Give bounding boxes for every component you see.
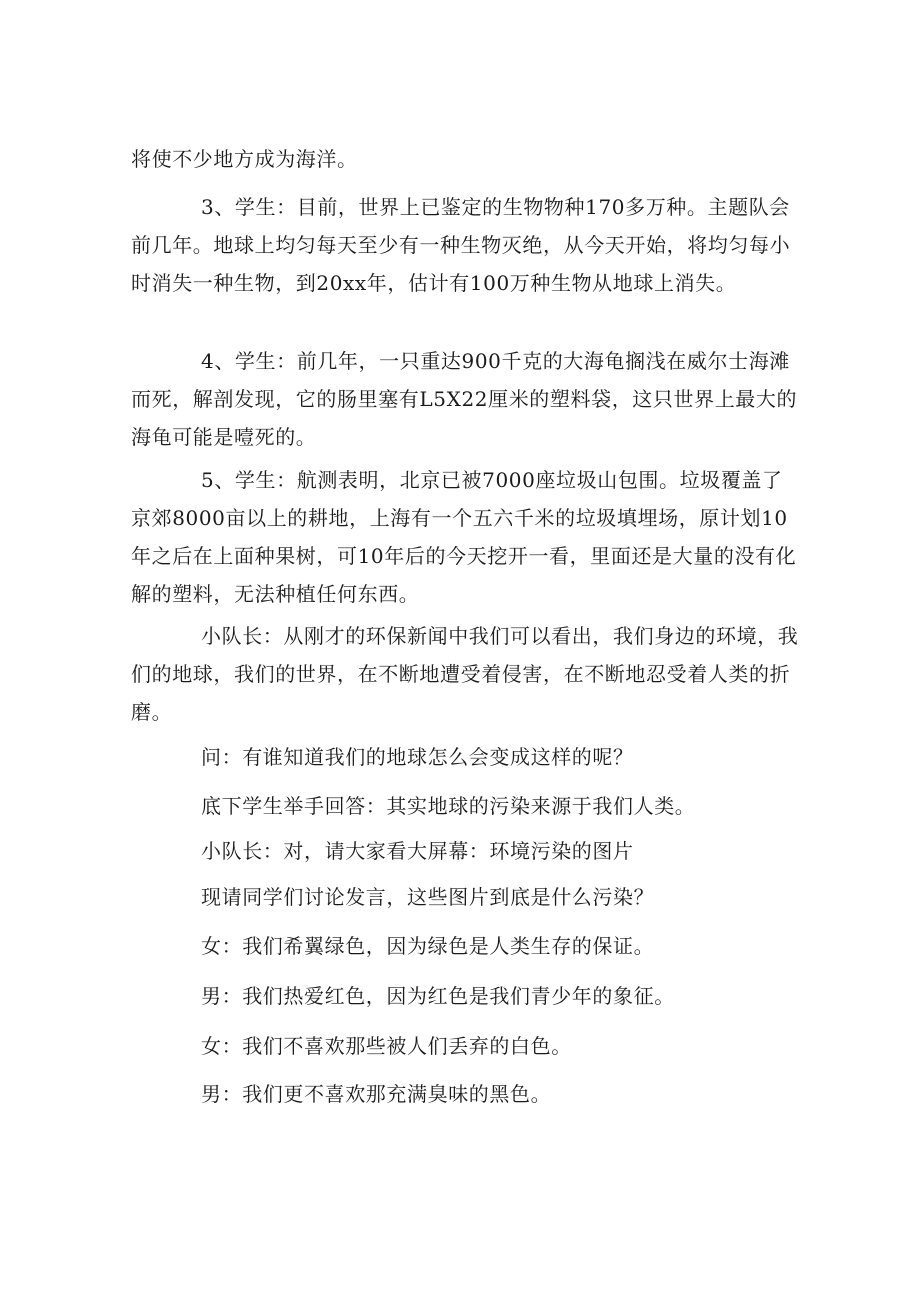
dialogue-question: 问：有谁知道我们的地球怎么会变成这样的呢？ [201,745,634,769]
dialogue-student-answer: 底下学生举手回答：其实地球的污染来源于我们人类。 [201,794,696,818]
dialogue-team-leader: 小队长：对，请大家看大屏幕：环境污染的图片 [201,839,634,863]
dialogue-girl-green: 女：我们希翼绿色，因为绿色是人类生存的保证。 [201,934,655,958]
paragraph-team-leader: 小队长：从刚才的环保新闻中我们可以看出，我们身边的环境，我们的地球，我们的世界，在不断地遭受着侵害，在不断地忍受着人类的折磨。 [131,624,799,724]
paragraph-student-5: 5、学生：航测表明，北京已被7000座垃圾山包围。垃圾覆盖了京郊8000亩以上的耕地，上海有一个五六千米的垃圾填埋场，原计划10年之后在上面种果树，可10年后的今天挖开一看，里面还是大量的没有化解的塑料，无法种植任何东西。 [131,468,797,606]
dialogue-discussion-prompt: 现请同学们讨论发言，这些图片到底是什么污染？ [201,885,655,909]
dialogue-girl-white: 女：我们不喜欢那些被人们丢弃的白色。 [201,1034,572,1058]
paragraph-student-3: 3、学生：目前，世界上已鉴定的生物物种170多万种。主题队会前几年。地球上均匀每天至少有一种生物灭绝，从今天开始，将均匀每小时消失一种生物，到20xx年，估计有100万种生物从地球上消失。 [131,195,791,295]
dialogue-boy-black: 男：我们更不喜欢那充满臭味的黑色。 [201,1082,552,1106]
paragraph-continuation: 将使不少地方成为海洋。 [131,147,358,171]
dialogue-boy-red: 男：我们热爱红色，因为红色是我们青少年的象征。 [201,984,675,1008]
paragraph-student-4: 4、学生：前几年，一只重达900千克的大海龟搁浅在威尔士海滩而死，解剖发现，它的肠里塞有L5X22厘米的塑料袋，这只世界上最大的海龟可能是噎死的。 [131,349,798,449]
